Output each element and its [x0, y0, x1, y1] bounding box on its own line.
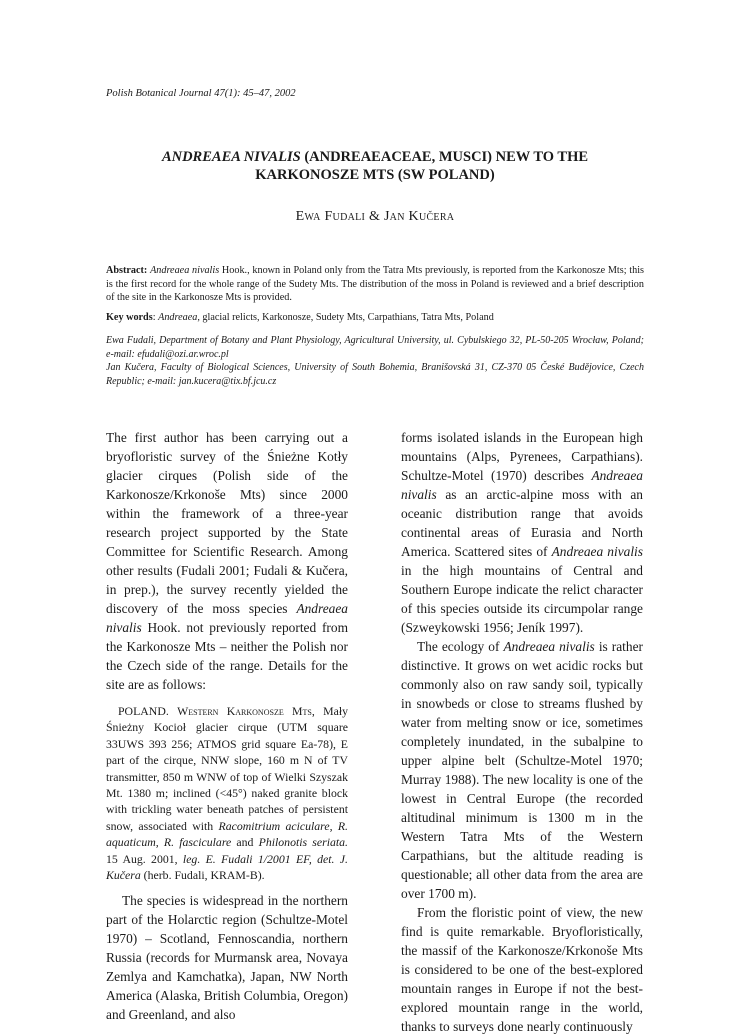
species-name: Andreaea nivalis	[106, 601, 348, 635]
abstract-label: Abstract	[106, 265, 144, 276]
keywords-text: , glacial relicts, Karkonosze, Sudety Mts, Carpathians, Tatra Mts, Poland	[197, 312, 494, 323]
keywords-genus: Andreaea	[158, 312, 198, 323]
region-name: Western Karkonosze Mts	[177, 704, 312, 718]
body-paragraph: forms isolated islands in the European high mountains (Alps, Pyrenees, Carpathians). Schultze-Motel (1970) describes Andreaea nivalis as an arctic-alpine moss with an oceanic distribution range that avoids continental areas of Eurasia and North America. Scattered sites of Andreaea nivalis in the high mountains of Central and Southern Europe indicate the relict character of this species outside its circumpolar range (Szweykowski 1956; Jeník 1997).	[401, 430, 643, 635]
body-column-right	[401, 428, 643, 1036]
abstract: Abstract: Andreaea nivalis Hook., known in Poland only from the Tatra Mts previously, is reported from the Karkonosze Mts; this is the first record for the whole range of the Sudety Mts. The distribution of the moss in Poland is reviewed and a brief description of the site in the Karkonosze Mts is provided.	[106, 265, 644, 304]
address-kucera: Jan Kučera, Faculty of Biological Sciences, University of South Bohemia, Branišovská 31, CZ-370 05 České Budějovice, Czech Republic; e-mail: jan.kucera@tix.bf.jcu.cz	[106, 362, 644, 387]
title-line1-rest: (ANDREAEACEAE, MUSCI) NEW TO THE	[304, 149, 589, 165]
title-line2: KARKONOSZE MTS (SW POLAND)	[255, 167, 495, 183]
abstract-text: Hook., known in Poland only from the Tatra Mts previously, is reported from the Karkonosze Mts; this is the first record for the whole range of the Sudety Mts. The distribution of the moss in Poland is reviewed and a brief description of the site in the Karkonosze Mts is provided.	[106, 265, 644, 304]
abstract-species: Andreaea nivalis	[150, 265, 220, 276]
specimen-record: POLAND. Western Karkonosze Mts, Mały Śnieżny Kocioł glacier cirque (UTM square 33UWS 393 256; ATMOS grid square Ea-78), E part of the cirque, NNW slope, 160 m N of TV transmitter, 850 m WNW of top of Wielki Szyszak Mt. 1380 m; inclined (<45°) naked granite block with trickling water beneath patches of persistent snow, associated with Racomitrium aciculare, R. aquaticum, R. fasciculare and Philonotis seriata. 15 Aug. 2001, leg. E. Fudali 1/2001 EF, det. J. Kučera (herb. Fudali, KRAM-B).	[106, 704, 349, 883]
author-addresses	[106, 334, 644, 388]
body-paragraph: The first author has been carrying out a bryofloristic survey of the Śnieżne Kotły glacier cirques (Polish side of the Karkonosze/Krkonoše Mts) since 2000 within the framework of a three-year research project supported by the State Committee for Scientific Research. Among other results (Fudali 2001; Fudali & Kučera, in prep.), the survey recently yielded the discovery of the moss species Andreaea nivalis Hook. not previously reported from the Karkonosze Mts – neither the Polish nor the Czech side of the range. Details for the site are as follows:	[106, 430, 348, 692]
body-column-left	[106, 428, 348, 1024]
body-paragraph: The ecology of Andreaea nivalis is rather distinctive. It grows on wet acidic rocks but commonly also on raw sandy soil, typically in snowbeds or close to streams flushed by water from melting snow or ice, sometimes completely inundated, in the subalpine to upper alpine belt (Schultze-Motel 1970; Murray 1988). The new locality is one of the lowest in Central Europe (the recorded altitudinal minimum is 1300 m in the Western Tatra Mts of the Western Carpathians, but the altitude reading is questionable; all other data from the area are over 1700 m).	[401, 639, 643, 901]
keywords: Key words: Andreaea, glacial relicts, Karkonosze, Sudety Mts, Carpathians, Tatra Mts, Poland	[106, 312, 494, 323]
journal-reference: Polish Botanical Journal 47(1): 45–47, 2002	[106, 88, 296, 99]
address-fudali: Ewa Fudali, Department of Botany and Plant Physiology, Agricultural University, ul. Cybulskiego 32, PL-50-205 Wrocław, Poland; e-mail: efudali@ozi.ar.wroc.pl	[106, 335, 644, 360]
body-paragraph: The species is widespread in the northern part of the Holarctic region (Schultze-Motel 1970) – Scotland, Fennoscandia, northern Russia (records for Murmansk area, Novaya Zemlya and Kamchatka), Japan, NW North America (Alaska, British Columbia, Oregon) and Greenland, and also	[106, 893, 348, 1023]
article-title	[106, 148, 644, 184]
title-species: ANDREAEA NIVALIS	[161, 149, 301, 165]
authors: Ewa Fudali & Jan Kučera	[295, 209, 455, 224]
keywords-label: Key words	[106, 312, 153, 323]
body-paragraph: From the floristic point of view, the new find is quite remarkable. Bryofloristically, the massif of the Karkonosze/Krkonoše Mts is considered to be one of the best-explored mountain ranges in Europe if not the best-explored mountain range in the world, thanks to surveys done nearly continuously	[401, 905, 643, 1034]
